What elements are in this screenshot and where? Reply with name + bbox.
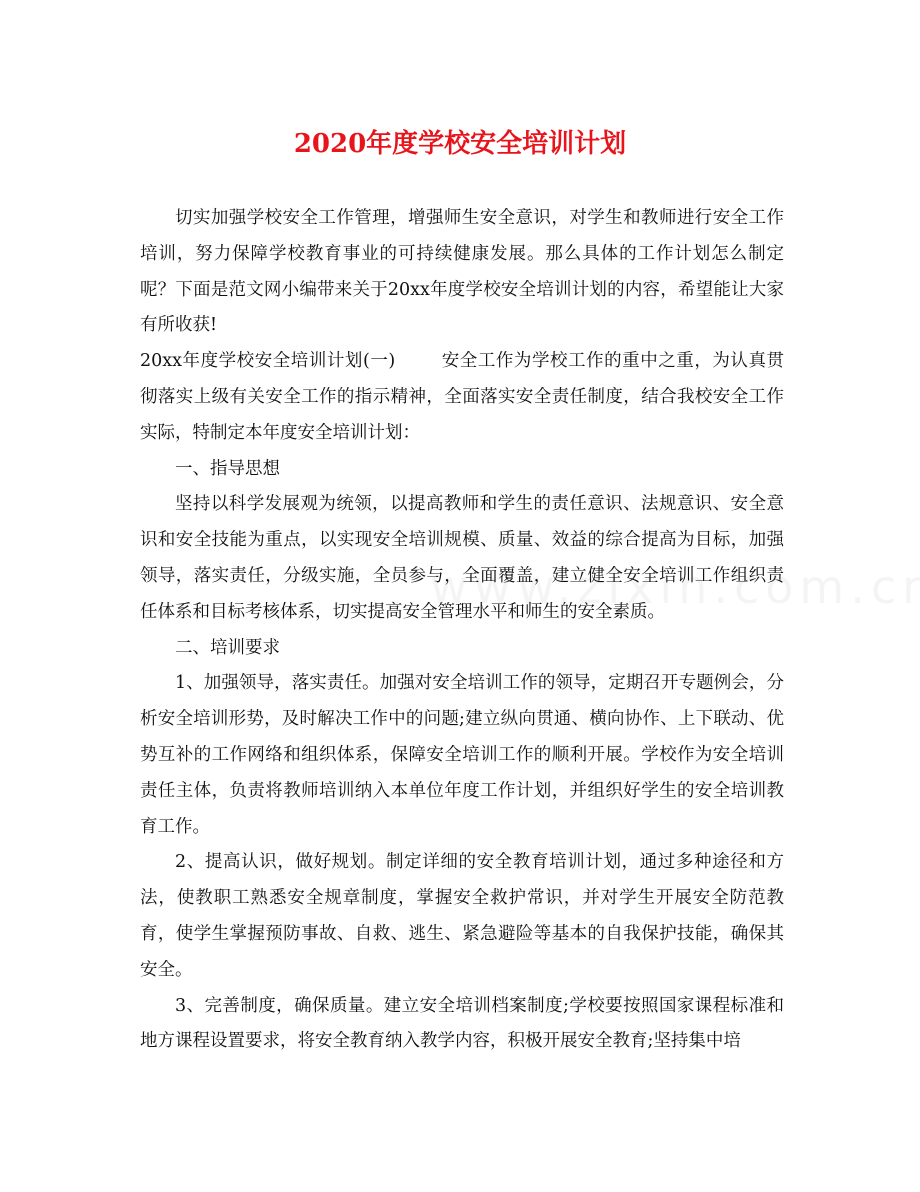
- requirement-paragraph-3: 3、完善制度，确保质量。建立安全培训档案制度;学校要按照国家课程标准和地方课程设置要求，将安全教育纳入教学内容，积极开展安全教育;坚持集中培: [140, 995, 784, 1052]
- guiding-ideology-paragraph: 坚持以科学发展观为统领，以提高教师和学生的责任意识、法规意识、安全意识和安全技能为重点，以实现安全培训规模、质量、效益的综合提高为目标，加强领导，落实责任，分级实施，全员参与，全面覆盖，建立健全安全培训工作组织责任体系和目标考核体系，切实提高安全管理水平和师生的安全素质。: [140, 494, 784, 622]
- section-heading-guiding-ideology: 一、指导思想: [175, 458, 280, 479]
- plan-intro-text: 安全工作为学校工作的重中之重，为认真贯彻落实上级有关安全工作的指示精神，全面落实安全责任制度，结合我校安全工作实际，特制定本年度安全培训计划：: [140, 351, 784, 443]
- intro-paragraph: 切实加强学校安全工作管理，增强师生安全意识，对学生和教师进行安全工作培训，努力保障学校教育事业的可持续健康发展。那么具体的工作计划怎么制定呢？下面是范文网小编带来关于20xx年度学校安全培训计划的内容，希望能让大家有所收获!: [140, 208, 784, 336]
- requirement-paragraph-1: 1、加强领导，落实责任。加强对安全培训工作的领导，定期召开专题例会，分析安全培训形势，及时解决工作中的问题;建立纵向贯通、横向协作、上下联动、优势互补的工作网络和组织体系，保障安全培训工作的顺利开展。学校作为安全培训责任主体，负责将教师培训纳入本单位年度工作计划，并组织好学生的安全培训教育工作。: [140, 673, 784, 837]
- plan-subtitle: 20xx年度学校安全培训计划(一): [140, 351, 396, 372]
- document-body: [140, 201, 784, 1060]
- document-title: 2020年度学校安全培训计划: [293, 129, 627, 159]
- requirement-paragraph-2: 2、提高认识，做好规划。制定详细的安全教育培训计划，通过多种途径和方法，使教职工熟悉安全规章制度，掌握安全救护常识，并对学生开展安全防范教育，使学生掌握预防事故、自救、逃生、紧急避险等基本的自我保护技能，确保其安全。: [140, 852, 784, 980]
- section-heading-training-requirements: 二、培训要求: [175, 637, 280, 658]
- plan-section-paragraph: [140, 344, 784, 451]
